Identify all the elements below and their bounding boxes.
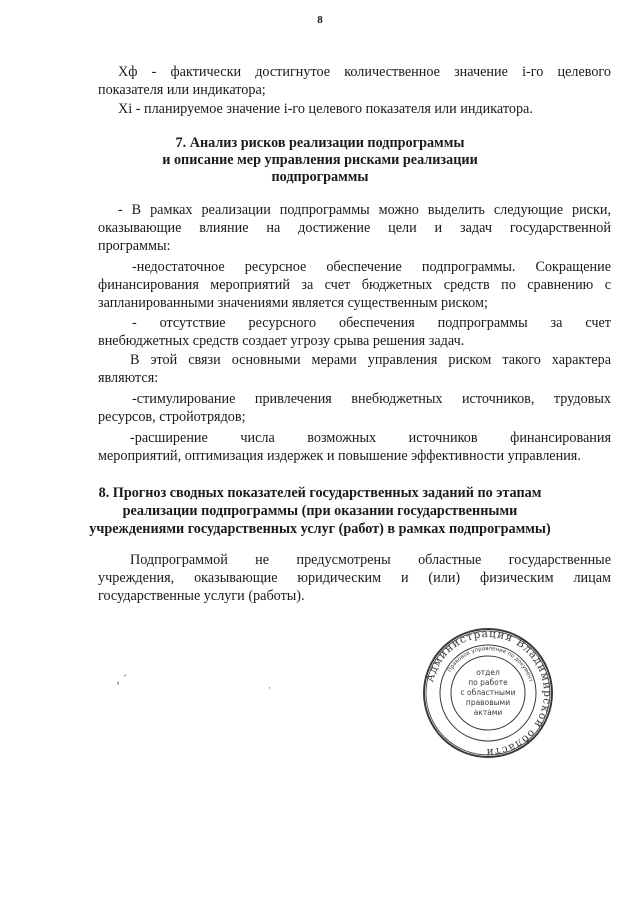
stamp-inner-ring-textpath: Правовое управление по документ [446, 645, 534, 683]
stamp-center-line1: отдел [476, 668, 500, 677]
section8-title-line3: учреждениями государственных услуг (работ) в рамках подпрограммы) [89, 521, 551, 537]
section7-measure2-line2: мероприятий, оптимизация издержек и повышение эффективности управления. [98, 448, 581, 464]
section7-risk2-line2: внебюджетных средств создает угрозу срыва решения задач. [98, 333, 465, 349]
section7-p2-line1: В этой связи основными мерами управления риском такого характера [130, 352, 611, 368]
section7-p1-line3: программы: [98, 238, 171, 254]
section8-title-line1: 8. Прогноз сводных показателей государственных заданий по этапам [98, 485, 542, 501]
stamp-center-line2: по работе [468, 678, 508, 687]
section7-risk2-line1: - отсутствие ресурсного обеспечения подпрограммы за счет [132, 315, 611, 331]
section7-p1-line1: - В рамках реализации подпрограммы можно выделить следующие риски, [118, 202, 611, 218]
stamp-center-line4: правовыми [465, 698, 511, 707]
section8-p-line2: учреждения, оказывающие юридическим и (или) физическим лицам [98, 570, 611, 586]
section7-body [98, 201, 611, 465]
stamp-center-line3: с областными [460, 688, 516, 697]
section7-measure2-line1: -расширение числа возможных источников финансирования [130, 430, 611, 446]
section7-title [0, 135, 640, 186]
section7-risk1-line3: запланированными значениями является существенным риском; [98, 295, 488, 311]
section8-p-line1: Подпрограммой не предусмотрены областные государственные [130, 552, 611, 568]
section8-title [0, 484, 640, 538]
section7-p1-line2: оказывающие влияние на достижение цели и задач государственной [98, 220, 611, 236]
section7-title-line3: подпрограммы [271, 169, 369, 185]
stamp-ring-textpath: Администрация Владимирской области [424, 627, 554, 759]
section7-measure1-line2: ресурсов, стройотрядов; [98, 409, 246, 425]
section7-p2-line2: являются: [98, 370, 159, 386]
section7-measure1-line1: -стимулирование привлечения внебюджетных источников, трудовых [132, 391, 611, 407]
definitions-block [98, 63, 611, 118]
official-stamp [422, 627, 554, 759]
section7-risk1-line1: -недостаточное ресурсное обеспечение подпрограммы. Сокращение [132, 259, 611, 275]
definition-xf-line1: Хф - фактически достигнутое количественное значение i-го целевого [118, 64, 611, 80]
definition-xf-line2: показателя или индикатора; [98, 82, 266, 98]
section7-risk1-line2: финансирования мероприятий за счет бюджетных средств по сравнению с [98, 277, 611, 293]
stray-mark-left: ‚ ˊ [116, 672, 127, 686]
stray-mark-center: · [268, 683, 271, 693]
section8-body [98, 551, 611, 605]
stamp-center-line5: актами [473, 708, 503, 717]
definition-xi: Xi - планируемое значение i-го целевого показателя или индикатора. [118, 101, 533, 117]
section7-title-line1: 7. Анализ рисков реализации подпрограммы [175, 135, 465, 151]
stamp-graphic [422, 627, 554, 759]
section8-title-line2: реализации подпрограммы (при оказании государственными [122, 503, 518, 519]
section7-title-line2: и описание мер управления рисками реализации [162, 152, 478, 168]
section8-p-line3: государственные услуги (работы). [98, 588, 305, 604]
page-number: 8 [317, 14, 323, 26]
